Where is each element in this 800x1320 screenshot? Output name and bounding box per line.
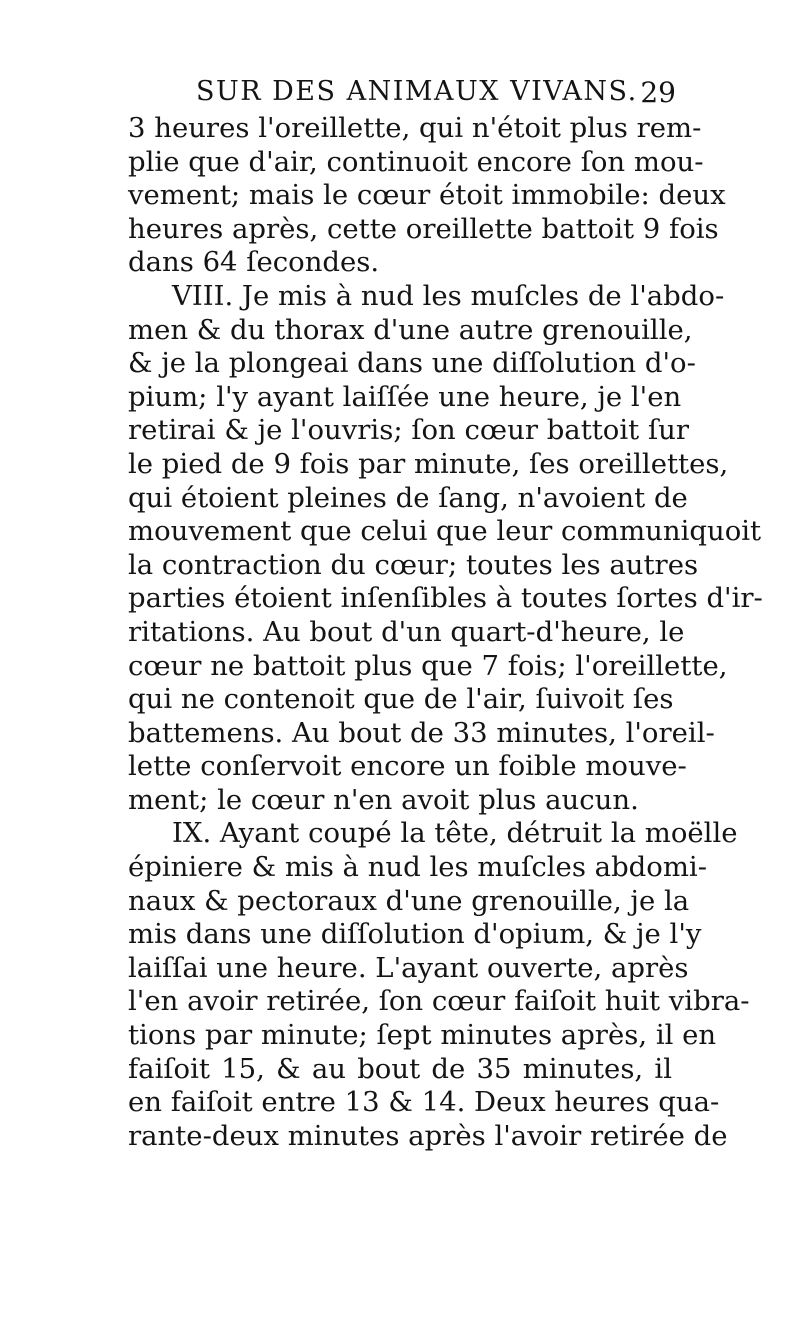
text-line: & je la plongeai dans une diſſolution d'o- (128, 347, 696, 380)
text-line: mis dans une diſſolution d'opium, & je l'y (128, 918, 702, 951)
text-line: vement; mais le cœur étoit immobile: deux (128, 179, 726, 212)
text-line: qui ne contenoit que de l'air, ſuivoit ſes (128, 683, 674, 716)
paragraph-start-ix: IX. Ayant coupé la tête, détruit la moëlle (172, 817, 738, 850)
text-line: men & du thorax d'une autre grenouille, (128, 313, 693, 346)
text-line: pium; l'y ayant laiſſée une heure, je l'en (128, 380, 682, 413)
text-line: dans 64 ſecondes. (128, 246, 380, 279)
text-line: laiſſai une heure. L'ayant ouverte, après (128, 951, 689, 984)
text-line: battemens. Au bout de 33 minutes, l'oreil- (128, 716, 715, 749)
text-line: heures après, cette oreillette battoit 9 fois (128, 212, 719, 245)
body-text (128, 112, 763, 1153)
text-line: ritations. Au bout d'un quart-d'heure, le (128, 615, 685, 648)
text-line: retirai & je l'ouvris; ſon cœur battoit ſur (128, 414, 689, 447)
text-line: épiniere & mis à nud les muſcles abdomi- (128, 851, 708, 884)
text-line: en faiſoit entre 13 & 14. Deux heures qua- (128, 1086, 720, 1119)
text-line: plie que d'air, continuoit encore ſon mou- (128, 145, 704, 178)
text-line: mouvement que celui que leur communiquoit (128, 515, 762, 548)
text-line: tions par minute; ſept minutes après, il en (128, 1019, 717, 1052)
text-line: qui étoient pleines de ſang, n'avoient de (128, 481, 688, 514)
text-line: la contraction du cœur; toutes les autres (128, 548, 699, 581)
text-line: l'en avoir retirée, ſon cœur faiſoit huit vibra- (128, 985, 750, 1018)
running-title: SUR DES ANIMAUX VIVANS. (196, 76, 638, 107)
text-line: cœur ne battoit plus que 7 fois; l'oreillette, (128, 649, 728, 682)
text-line: le pied de 9 fois par minute, ſes oreillettes, (128, 447, 729, 480)
page-header (196, 76, 676, 116)
text-line: parties étoient inſenſibles à toutes ſortes d'ir- (128, 582, 763, 615)
page-number: 29 (640, 76, 676, 109)
text-line: rante-deux minutes après l'avoir retirée de (128, 1119, 728, 1152)
text-line: naux & pectoraux d'une grenouille, je la (128, 884, 690, 917)
text-line: ment; le cœur n'en avoit plus aucun. (128, 783, 639, 816)
text-line: faiſoit 15, & au bout de 35 minutes, il (128, 1052, 672, 1085)
text-line: lette conſervoit encore un foible mouve- (128, 750, 687, 783)
text-line: 3 heures l'oreillette, qui n'étoit plus rem- (128, 112, 702, 144)
paragraph-start-viii: VIII. Je mis à nud les muſcles de l'abdo- (172, 279, 725, 312)
